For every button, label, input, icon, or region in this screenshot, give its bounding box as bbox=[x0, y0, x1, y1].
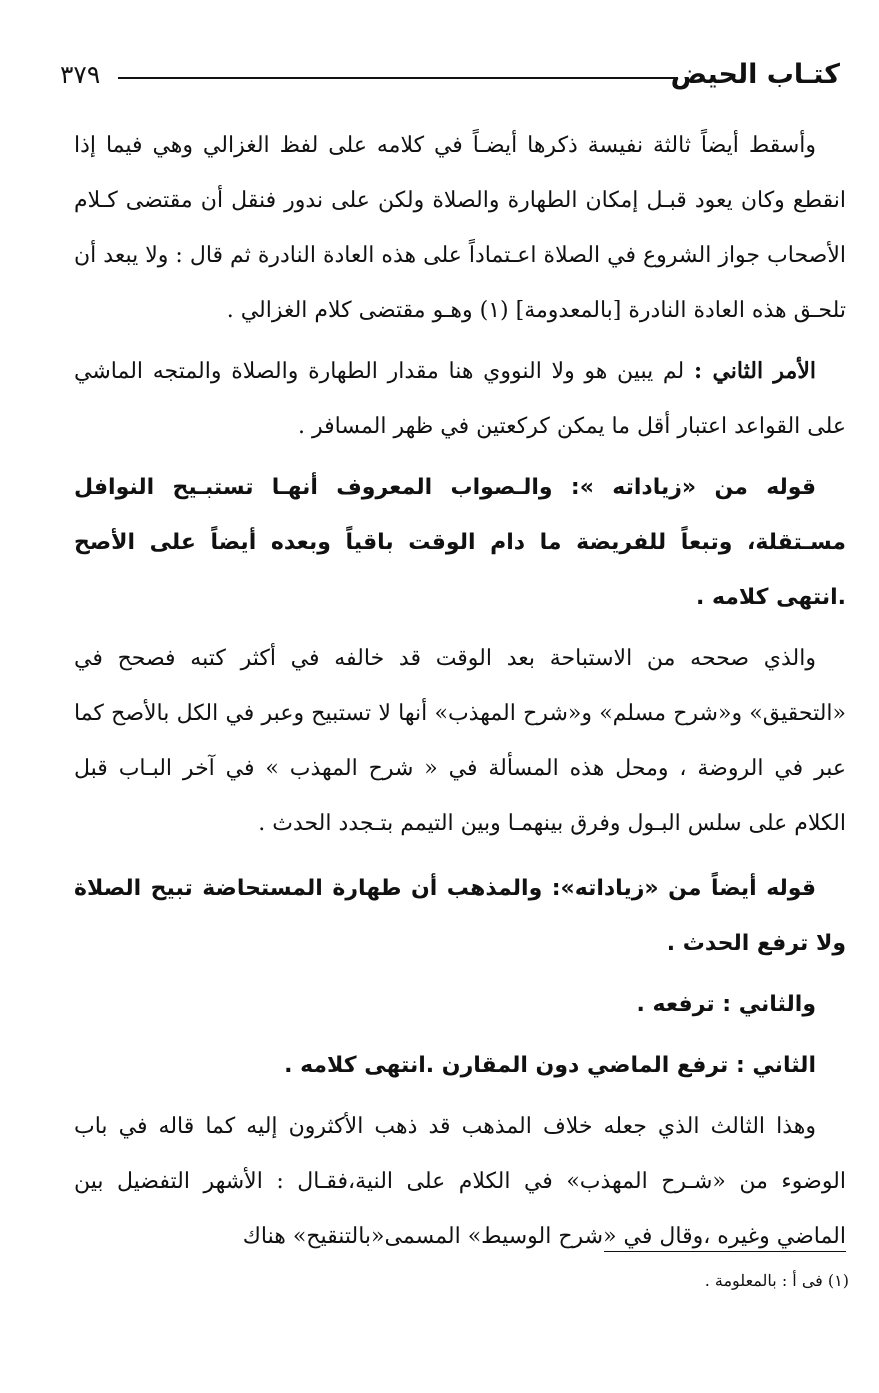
header-rule bbox=[118, 77, 678, 79]
chapter-title: كتـاب الحيض bbox=[670, 59, 840, 90]
paragraph: وأسقط أيضاً ثالثة نفيسة ذكرها أيضـاً في كلامه على لفظ الغزالي وهي فيما إذا انقطع وكان يعود قبـل إمكان الطهارة والصلاة ولكن على ندور فنقل أن مقتضى كـلام الأصحاب جواز الشروع في الصلاة اعـتماداً على هذه العادة النادرة ثم قال : ولا يبعد أن تلحـق هذه العادة النادرة [بالمعدومة] (١) وهـو مقتضى كلام الغزالي . bbox=[74, 133, 846, 323]
footnote: (١) فى أ : بالمعلومة . bbox=[704, 1271, 849, 1290]
paragraph: والذي صححه من الاستباحة بعد الوقت قد خالفه في أكثر كتبه فصحح في «التحقيق» و«شرح مسلم» و«شرح المهذب» أنها لا تستبيح وعبر في الكل بالأصح كما عبر في الروضة ، ومحل هذه المسألة في « شرح المهذب » في آخر البـاب قبل الكلام على سلس البـول وفرق بينهمـا وبين التيمم بتـجدد الحدث . bbox=[74, 646, 846, 836]
quoted-statement: قوله أيضاً من «زياداته»: والمذهب أن طهارة المستحاضة تبيح الصلاة ولا ترفع الحدث . bbox=[74, 876, 846, 956]
running-header bbox=[60, 55, 840, 95]
paragraph-lead: الأمر الثاني : bbox=[693, 358, 817, 384]
quoted-statement: الثاني : ترفع الماضي دون المقارن .انتهى كلامه . bbox=[284, 1053, 816, 1078]
paragraph: وهذا الثالث الذي جعله خلاف المذهب قد ذهب الأكثرون إليه كما قاله في باب الوضوء من «شـرح المهذب» في الكلام على النية،فقـال : الأشهر التفضيل بين الماضي وغيره ،وقال في «شرح الوسيط» المسمى«بالتنقيح» هناك bbox=[74, 1114, 846, 1249]
footnote-rule bbox=[604, 1251, 846, 1252]
paragraph-text: لم يبين هو ولا النووي هنا مقدار الطهارة والصلاة والمتجه الماشي على القواعد اعتبار أقل ما يمكن كركعتين في ظهر المسافر . bbox=[74, 359, 846, 439]
quoted-statement: والثاني : ترفعه . bbox=[636, 992, 816, 1017]
main-text bbox=[74, 118, 846, 1264]
page-number: ٣٧٩ bbox=[60, 60, 101, 89]
paragraph bbox=[74, 344, 846, 454]
quoted-statement: قوله من «زياداته »: والـصواب المعروف أنهـا تستبـيح النوافل مسـتقلة، وتبعاً للفريضة ما دام الوقت باقياً وبعده أيضاً على الأصح .انتهى كلامه . bbox=[74, 475, 846, 610]
